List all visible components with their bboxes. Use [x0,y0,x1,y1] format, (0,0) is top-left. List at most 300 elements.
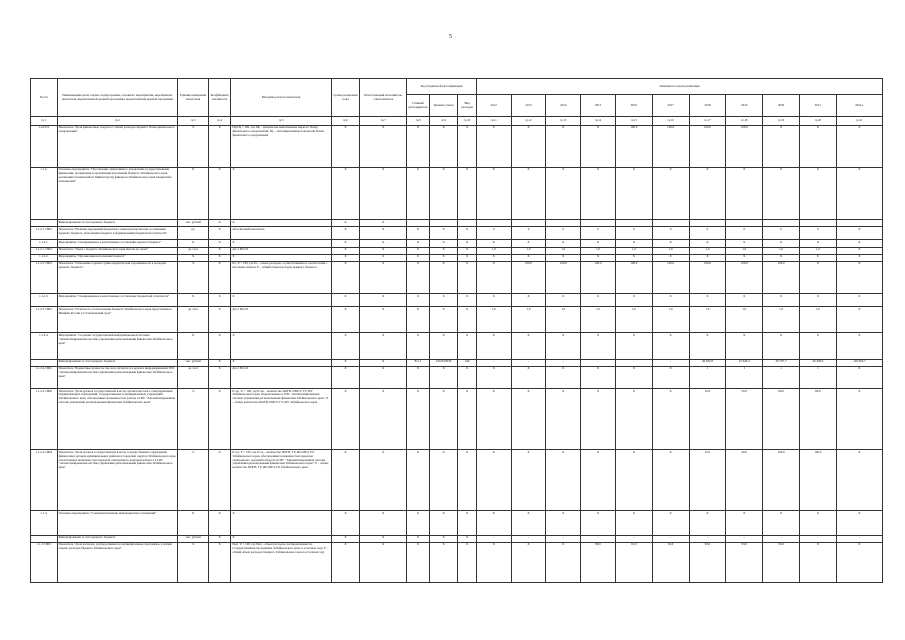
table-cell: X [231,167,331,219]
table-cell: X [652,389,689,450]
table-cell: X [429,366,458,388]
table-cell: X [476,389,511,450]
table-cell: X [476,366,511,388]
table-cell: да / нет [178,366,209,388]
table-cell [458,219,476,226]
table-cell: 100,0 [615,261,652,293]
table-cell: 100,0 [689,125,726,167]
table-cell: X [836,254,882,261]
table-cell: 1.1.2. [31,167,58,219]
table-cell: X [208,535,231,542]
table-cell: X [429,167,458,219]
table-cell: X [458,261,476,293]
header-column-number: гр.15 [615,117,652,125]
table-cell: X [511,389,546,450]
table-cell: 0 [476,227,511,240]
table-cell: 1 [763,366,800,388]
table-cell: Основное мероприятие "Совершенствование межбюджетных отношений" [57,511,178,535]
table-cell: X [407,389,430,450]
table-cell: X [476,333,511,359]
table-cell: Да=1 Нет=0 [231,366,331,388]
table-cell: X [208,219,231,226]
header-column-number: гр.18 [726,117,763,125]
table-cell: X [208,167,231,219]
table-cell: Финансирование за счет краевого бюджета [57,359,178,366]
table-cell: X [407,450,430,511]
table-cell: X [458,254,476,261]
table-cell: X [458,366,476,388]
table-cell: 1,0 [652,307,689,333]
table-cell: Показатель "Бюджетные процессы про не в сегменте и в целом в информационной ГИС "Автоматизированная система управления региональными финансами Забайкальского края" [57,366,178,388]
table-cell: X [458,450,476,511]
header-year: Итого [836,95,882,117]
table-cell: X [726,167,763,219]
table-cell: X [836,227,882,240]
table-cell: X [581,366,616,388]
table-cell: X [331,542,360,582]
table-cell: X [511,125,546,167]
table-cell: X [546,333,581,359]
table-cell: X [799,254,836,261]
table-cell: 1.1.2.4. ПМ3 [31,450,58,511]
header-year: 2017 [652,95,689,117]
table-cell: - [726,535,763,542]
table-cell: тыс. рублей [178,359,209,366]
table-cell [511,219,546,226]
table-row [31,227,883,240]
table-cell: - [799,535,836,542]
table-cell: X [208,359,231,366]
table-cell: X [615,254,652,261]
table-cell: 100,0 [726,125,763,167]
header-column-number: гр.8 [407,117,430,125]
table-cell: X [476,450,511,511]
table-cell: 92,0 [652,542,689,582]
table-cell: X [231,240,331,247]
table-cell: X [836,247,882,254]
table-cell: X [546,240,581,247]
table-cell: X [615,450,652,511]
header-coefficient: Коэффициент значимости [208,79,231,117]
header-column-number: гр.9 [429,117,458,125]
table-cell [546,219,581,226]
table-cell: Показатель "Доля органов государственной власти, органов местного самоуправления муниципальных образований, государственных и муниципальных учреждений Забайкальского края, обеспеченных возможностью работы в ГИС "Автоматизированная система управления региональными финансами Забайкальского края" [57,389,178,450]
table-cell: 1,0 [615,247,652,254]
header-method: Методика расчета показателя [231,79,331,117]
table-cell: X [360,261,407,293]
table-cell [31,219,58,226]
table-cell: 25 640,4 [726,359,763,366]
table-cell: 100,0 [652,125,689,167]
table-cell: 1,0 [652,247,689,254]
table-cell: X [799,511,836,535]
table-cell: 100,0 [615,125,652,167]
table-cell: X [581,254,616,261]
table-cell: X [836,450,882,511]
table-cell: X [231,511,331,535]
table-cell: Финансирование за счет краевого бюджета [57,535,178,542]
table-cell: X [726,240,763,247]
header-column-number: гр.2 [57,117,178,125]
table-cell: X [652,333,689,359]
table-cell: X [546,542,581,582]
table-cell: 1 [726,366,763,388]
table-cell: X [476,167,511,219]
table-cell: Основное мероприятие "Обеспечение эффективного управления государственными финансами, организация и организация исполнения бюджета Забайкальского края, реализация полномочий по Министерству финансов Забайкальского края бюджетных полномочий" [57,167,178,219]
table-cell: X [331,167,360,219]
table-cell: - [836,535,882,542]
table-cell: 1,0 [511,247,546,254]
table-cell: 1.1.2.4. ПМ1 [31,366,58,388]
table-cell: X [458,240,476,247]
table-cell: X [231,294,331,307]
table-cell: X [331,294,360,307]
table-cell: % [178,389,209,450]
table-cell: X [763,333,800,359]
table-cell: X [615,167,652,219]
table-cell: X [208,227,231,240]
table-cell [726,219,763,226]
table-cell: X [331,333,360,359]
table-cell: X [458,167,476,219]
table-cell: X [208,366,231,388]
table-row [31,450,883,511]
table-cell: X [429,240,458,247]
table-cell: X [652,511,689,535]
table-cell: 1,0 [476,307,511,333]
table-cell: - [581,359,616,366]
table-cell: X [231,535,331,542]
table-cell [476,219,511,226]
header-column-number: гр.7 [360,117,407,125]
table-cell: % [178,125,209,167]
table-row [31,254,883,261]
table-cell: X [360,125,407,167]
table-cell: 80,0 [581,542,616,582]
header-column-number: гр.14 [581,117,616,125]
header-executor: Ответственный исполнитель, соисполнитель [360,79,407,117]
table-row [31,240,883,247]
table-cell: X [581,389,616,450]
table-cell: Показатель "Доля расходов, распределяемых на муниципальные программы, в общем объеме расходов бюджета Забайкальского края" [57,542,178,582]
table-cell: 100,0 [726,261,763,293]
table-cell: X [331,511,360,535]
table-cell: X [231,359,331,366]
table-cell: - [615,535,652,542]
table-cell: X [208,333,231,359]
table-cell: X [429,125,458,167]
table-cell: X [763,511,800,535]
table-cell: X [836,511,882,535]
header-values: Значения по годам реализации [476,79,882,95]
table-cell: X [360,366,407,388]
table-cell: X [331,535,360,542]
table-cell: X [407,125,430,167]
table-cell: X [546,167,581,219]
header-budget-sub: Целевая статья [429,95,458,117]
header-year: 2016 [615,95,652,117]
table-cell: X [331,359,360,366]
table-cell: Показатель "Наличие нарушений бюджетного законодательства при составлении краевого бюджета, исполнении бюджета и формировании бюджетной отчетности" [57,227,178,240]
table-cell: - [581,535,616,542]
table-cell: 1,0 [581,307,616,333]
header-column-number: гр.17 [689,117,726,125]
table-cell: 811,1 [407,359,430,366]
table-cell: X [407,167,430,219]
table-cell: X [407,240,430,247]
table-cell: X [836,240,882,247]
header-column-number: гр.5 [231,117,331,125]
table-cell: X [615,389,652,450]
header-unit: Единица измерения показателя [178,79,209,117]
table-cell: 100,0 [546,261,581,293]
table-cell: X [689,333,726,359]
table-cell: X [511,366,546,388]
table-cell: X [615,294,652,307]
table-cell: 1,0 [726,307,763,333]
table-cell: 240 [458,359,476,366]
table-cell: X [331,450,360,511]
table-cell [407,219,430,226]
table-cell: тыс. рублей [178,219,209,226]
table-cell: 1,0 [581,247,616,254]
table-cell: Рмп / Р × 100, где Рмп – объем расходов, распределяемых по государственным программам Забайкальского края, в отчетном году; Р – общий объем расходов бюджета Забайкальского края в отчетном году [231,542,331,582]
table-cell: 100,0 [799,450,836,511]
table-cell: 0 [799,227,836,240]
table-cell: 0 [689,227,726,240]
table-cell: 1.1.2.4. ПМ2 [31,389,58,450]
table-cell: X [546,125,581,167]
table-cell: % [178,450,209,511]
table-cell: X [652,450,689,511]
table-cell: 1.1.3. ПМ1 [31,542,58,582]
table-cell: X [689,294,726,307]
table-cell: 100,0 [689,261,726,293]
table-cell: 1,0 [546,307,581,333]
table-cell: X [458,389,476,450]
header-column-number: гр.12 [511,117,546,125]
table-cell: 1,0 [615,307,652,333]
table-row [31,219,883,226]
table-cell: X [652,254,689,261]
table-cell [652,219,689,226]
table-cell: X [836,294,882,307]
table-cell: X [360,511,407,535]
table-cell: X [331,219,360,226]
table-cell: 0 [615,227,652,240]
table-cell: X [331,247,360,254]
page-number: 5 [449,34,452,40]
table-cell: 40,0 [726,450,763,511]
table-cell: X [407,535,430,542]
table-cell: X [799,542,836,582]
program-indicators-table [30,78,883,583]
table-cell: X [429,535,458,542]
table-row [31,247,883,254]
table-cell: X [208,261,231,293]
table-cell: 0 [546,227,581,240]
table-cell: X [331,240,360,247]
table-cell: X [652,240,689,247]
table-cell: X [331,366,360,388]
table-cell: 93,0 [763,542,800,582]
table-cell: X [360,247,407,254]
table-cell: X [652,167,689,219]
table-cell: X [689,240,726,247]
table-cell [31,535,58,542]
table-cell: 80,0 [799,389,836,450]
table-cell: X [476,542,511,582]
table-cell [581,219,616,226]
table-cell: X [799,167,836,219]
header-column-number: гр.6 [331,117,360,125]
table-cell: X [615,511,652,535]
table-cell: X [407,333,430,359]
table-cell: X [429,511,458,535]
table-cell: - [511,359,546,366]
table-cell: Ро / Р × 100, где Ро – объем расходов, осуществляемых в соответствии с кассовым планом; Р – общий объем расходов краевого бюджета [231,261,331,293]
table-cell: X [429,333,458,359]
table-cell: X [726,511,763,535]
table-cell: X [615,240,652,247]
table-cell: X [360,167,407,219]
table-cell: X [652,294,689,307]
table-cell: X [407,511,430,535]
table-cell: X [799,294,836,307]
table-cell: X [511,294,546,307]
table-cell: 100,0 [763,450,800,511]
table-cell: Пф/Пр × 100, где Пф – фактически выполненные меры по Плану финансового оздоровления; Пр – запланированные показатели Плана финансового оздоровления [231,125,331,167]
table-cell: 1.1.2.3. ПМ1 [31,307,58,333]
table-cell: X [581,240,616,247]
table-cell: 100,0 [652,261,689,293]
table-cell: X [429,542,458,582]
table-cell: Мероприятие "Организация исполнения бюджета" [57,254,178,261]
table-cell: X [429,389,458,450]
table-cell: Показатель "Закон о бюджете Забайкальского края внесен до срока" [57,247,178,254]
table-cell: X [836,366,882,388]
table-cell: X [458,542,476,582]
table-cell: X [836,389,882,450]
table-cell: X [231,333,331,359]
table-cell: X [689,254,726,261]
table-cell: 1.1.2.2. [31,254,58,261]
table-cell: - [689,535,726,542]
table-cell: X [231,254,331,261]
table-cell: - [546,359,581,366]
table-cell: 93,0 [726,542,763,582]
table-cell: 0 [763,227,800,240]
table-cell: ед. [178,227,209,240]
header-column-number: гр.13 [546,117,581,125]
header-column-number: гр.19 [763,117,800,125]
table-cell: Показатель "Отношение годовой суммы кредиторской задолженности к расходам краевого бюджета" [57,261,178,293]
table-cell: Финансирование за счет краевого бюджета [57,219,178,226]
table-cell: 1.1.2.4. [31,333,58,359]
table-cell: Показатель "Доля финансовых средств от общих расходов бюджета Плана финансового оздоровления" [57,125,178,167]
header-column-number: гр.11 [476,117,511,125]
table-cell: X [458,227,476,240]
table-cell: X [407,307,430,333]
table-cell: X [726,333,763,359]
table-cell: X [476,254,511,261]
table-cell: X [799,261,836,293]
header-budget-sub: Вид расходов [458,95,476,117]
table-cell: % [178,542,209,582]
table-cell: 100,0 [511,261,546,293]
table-cell: X [546,511,581,535]
table-cell: X [360,389,407,450]
table-cell: X [458,307,476,333]
table-cell: X [231,219,331,226]
table-cell: X [208,389,231,450]
header-budget-sub: Главный распорядитель [407,95,430,117]
table-cell: X [331,307,360,333]
table-cell: - [511,535,546,542]
table-cell: X [429,307,458,333]
table-cell: X [763,125,800,167]
table-cell: X [836,307,882,333]
header-year: 2019 [726,95,763,117]
table-row [31,511,883,535]
table-cell: X [331,254,360,261]
table-cell: - [652,359,689,366]
table-cell: 1 [799,366,836,388]
table-cell: - [546,535,581,542]
table-cell: X [429,247,458,254]
table-cell: X [208,511,231,535]
table-cell: X [458,333,476,359]
table-cell: X [763,240,800,247]
table-cell: X [476,125,511,167]
table-cell: X [581,125,616,167]
table-cell: X [511,254,546,261]
table-cell: % [178,261,209,293]
table-cell: X [208,254,231,261]
table-cell: X [476,261,511,293]
table-cell: X [429,450,458,511]
table-cell: 26 438,0 [799,359,836,366]
table-cell: X [331,125,360,167]
table-cell: X [208,247,231,254]
table-cell: X [429,227,458,240]
table-cell: X [208,450,231,511]
table-cell: Мероприятие "Своевременное и качественное составление бюджетной отчетности" [57,294,178,307]
table-cell [763,219,800,226]
table-cell: X [360,359,407,366]
table-cell: Р=ор / Р × 100, где Р=ор – количество ИОГВ, ОМСУ, ГУ, МУ Забайкальского края, подключенных к ГИС "Автоматизированная система управления региональными финансами Забайкальского края"; Р – общее количество ИОГВ, ОМСУ, ГУ, МУ Забайкальского края [231,389,331,450]
table-cell: X [763,254,800,261]
table-cell: 1.1.2.1. ПМ1 [31,227,58,240]
table-cell: X [511,240,546,247]
table-cell: 120 695,7 [836,359,882,366]
table-cell [31,359,58,366]
table-cell: 100,0 [581,261,616,293]
table-cell: X [407,261,430,293]
table-cell: 1,0 [476,247,511,254]
table-cell: Мероприятие "Своевременное и качественное составление проекта бюджета" [57,240,178,247]
table-row [31,535,883,542]
table-row [31,389,883,450]
table-cell: 49 832,8 [689,359,726,366]
table-cell: X [476,240,511,247]
table-cell: X [689,511,726,535]
header-year: 2021 [799,95,836,117]
table-cell: X [429,254,458,261]
table-row [31,167,883,219]
table-cell: X [581,167,616,219]
header-name: Наименование цели, задачи, подпрограммы, основного мероприятия, мероприятия, показателя, ведомственной целевой программы, ведомственной целевой программы [57,79,178,117]
